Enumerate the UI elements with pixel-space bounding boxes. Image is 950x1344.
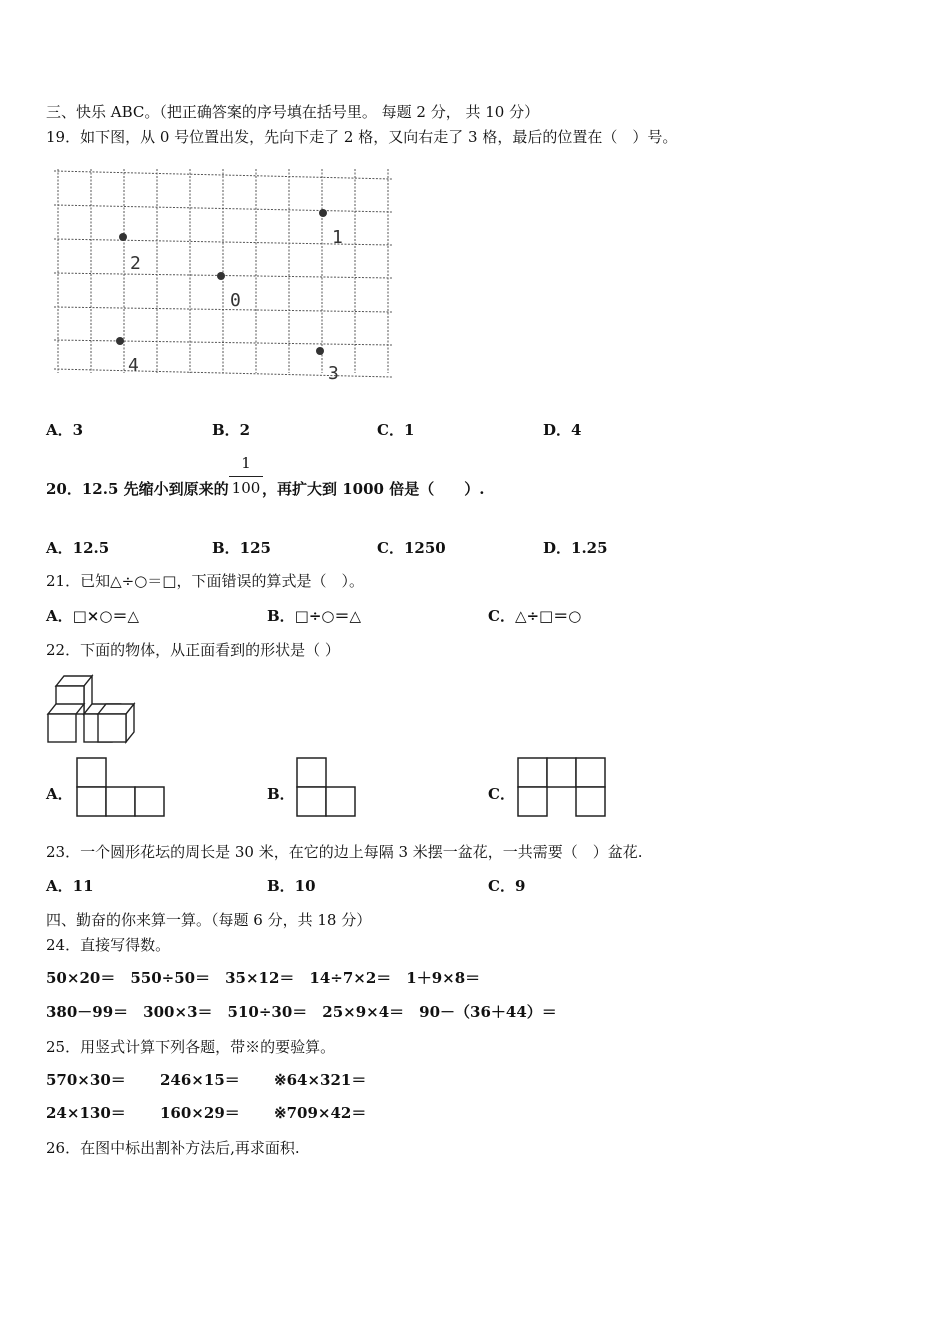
- grid-point-1: [319, 209, 327, 217]
- q19-option-a[interactable]: A．3: [46, 421, 84, 439]
- q23-option-c[interactable]: C．9: [488, 877, 526, 895]
- q22-option-c-shape[interactable]: [517, 757, 607, 819]
- q20-option-a[interactable]: A．12.5: [46, 539, 110, 557]
- q25-item-6: ※709×42＝: [274, 1104, 367, 1122]
- q24-stem: 24．直接写得数。: [46, 936, 171, 954]
- grid-label-3: 3: [328, 363, 339, 384]
- q25-item-1: 570×30＝: [46, 1071, 126, 1089]
- q22-option-a[interactable]: A．: [46, 785, 73, 803]
- q24-row-2: 380－99＝ 300×3＝ 510÷30＝ 25×9×4＝ 90－（36＋44）＝: [46, 1003, 557, 1021]
- q21-option-b[interactable]: B．□÷○＝△: [267, 607, 362, 625]
- fraction-bar: [229, 476, 263, 477]
- q20-fraction-denominator: 100: [231, 479, 261, 497]
- q25-item-5: 160×29＝: [160, 1104, 240, 1122]
- grid-label-1: 1: [332, 227, 343, 248]
- q22-stem: 22．下面的物体，从正面看到的形状是（ ）: [46, 641, 340, 659]
- grid-label-2: 2: [130, 253, 141, 274]
- q25-item-4: 24×130＝: [46, 1104, 126, 1122]
- q25-item-3: ※64×321＝: [274, 1071, 367, 1089]
- q23-option-a[interactable]: A．11: [46, 877, 94, 895]
- q21-option-a[interactable]: A．□×○＝△: [46, 607, 140, 625]
- q20-fraction-numerator: 1: [241, 454, 251, 472]
- q22-option-c[interactable]: C．: [488, 785, 515, 803]
- grid-label-4: 4: [128, 355, 139, 376]
- section-4-heading: 四、勤奋的你来算一算。（每题 6 分，共 18 分）: [46, 911, 372, 929]
- q19-option-d[interactable]: D．4: [543, 421, 582, 439]
- q19-grid-figure: [48, 165, 400, 385]
- grid-point-0: [217, 272, 225, 280]
- q22-option-a-shape[interactable]: [76, 757, 166, 819]
- q19-option-c[interactable]: C．1: [377, 421, 415, 439]
- q20-stem-before: 20．12.5 先缩小到原来的: [46, 480, 229, 498]
- grid-point-4: [116, 337, 124, 345]
- grid-point-2: [119, 233, 127, 241]
- q22-cube-figure: [46, 672, 146, 746]
- section-3-heading: 三、快乐 ABC。（把正确答案的序号填在括号里。 每题 2 分， 共 10 分）: [46, 103, 540, 121]
- q19-option-b[interactable]: B．2: [212, 421, 251, 439]
- q26-stem: 26．在图中标出割补方法后,再求面积.: [46, 1139, 300, 1157]
- grid-point-3: [316, 347, 324, 355]
- q21-stem: 21．已知△÷○＝□，下面错误的算式是（ ）。: [46, 572, 364, 590]
- q21-option-c[interactable]: C．△÷□＝○: [488, 607, 582, 625]
- grid-label-0: 0: [230, 290, 241, 311]
- q25-item-2: 246×15＝: [160, 1071, 240, 1089]
- q22-option-b[interactable]: B．: [267, 785, 295, 803]
- q20-option-c[interactable]: C．1250: [377, 539, 446, 557]
- q20-option-b[interactable]: B．125: [212, 539, 271, 557]
- q23-stem: 23．一个圆形花坛的周长是 30 米，在它的边上每隔 3 米摆一盆花，一共需要（ ）盆花.: [46, 843, 643, 861]
- q23-option-b[interactable]: B．10: [267, 877, 316, 895]
- q20-stem-after: ，再扩大到 1000 倍是（ ）.: [262, 480, 485, 498]
- q19-stem: 19．如下图，从 0 号位置出发，先向下走了 2 格，又向右走了 3 格，最后的位置在（ ）号。: [46, 128, 678, 146]
- q25-stem: 25．用竖式计算下列各题，带※的要验算。: [46, 1038, 336, 1056]
- q22-option-b-shape[interactable]: [296, 757, 358, 819]
- q24-row-1: 50×20＝ 550÷50＝ 35×12＝ 14÷7×2＝ 1＋9×8＝: [46, 969, 481, 987]
- q20-option-d[interactable]: D．1.25: [543, 539, 608, 557]
- q20-fraction: [229, 454, 263, 499]
